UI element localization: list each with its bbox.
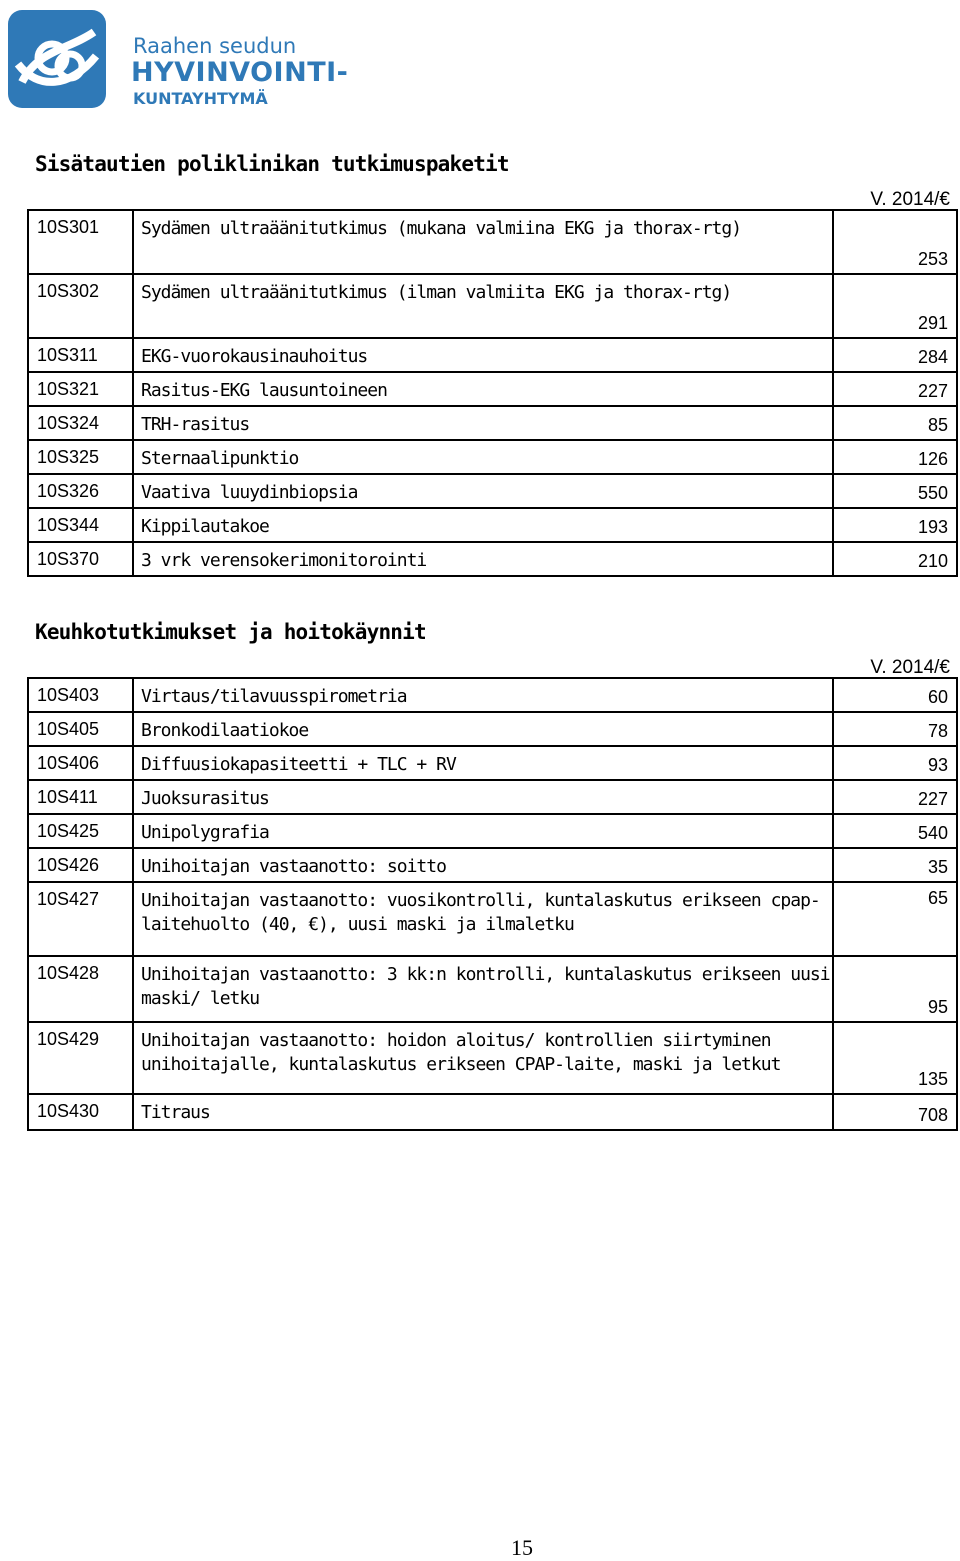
row-description: Diffuusiokapasiteetti + TLC + RV: [133, 746, 833, 780]
logo-text-line2: HYVINVOINTI-: [131, 57, 349, 88]
row-description: Bronkodilaatiokoe: [133, 712, 833, 746]
row-description: Unihoitajan vastaanotto: 3 kk:n kontrolli, kuntalaskutus erikseen uusi maski/ letku: [133, 956, 833, 1022]
organization-logo: [8, 10, 349, 110]
row-description: Titraus: [133, 1094, 833, 1130]
row-price: 291: [833, 274, 957, 338]
row-description: Unihoitajan vastaanotto: hoidon aloitus/ kontrollien siirtyminen unihoitajalle, kuntalaskutus erikseen CPAP-laite, maski ja letkut: [133, 1022, 833, 1094]
row-price: 85: [833, 406, 957, 440]
page-number: 15: [511, 1535, 533, 1560]
section2-title: Keuhkotutkimukset ja hoitokäynnit: [35, 620, 426, 644]
row-code: 10S403: [28, 678, 133, 712]
row-price: 65: [833, 882, 957, 956]
row-description: TRH-rasitus: [133, 406, 833, 440]
table-row: [28, 440, 957, 474]
section1-price-header: V. 2014/€: [870, 189, 950, 210]
row-code: 10S302: [28, 274, 133, 338]
row-price: 193: [833, 508, 957, 542]
table-row: [28, 746, 957, 780]
row-code: 10S326: [28, 474, 133, 508]
table-row: [28, 956, 957, 1022]
knot-logo-icon: [8, 10, 106, 108]
table-row: [28, 780, 957, 814]
row-description: EKG-vuorokausinauhoitus: [133, 338, 833, 372]
row-price: 540: [833, 814, 957, 848]
table-row: [28, 678, 957, 712]
row-price: 126: [833, 440, 957, 474]
table-row: [28, 274, 957, 338]
table-row: [28, 712, 957, 746]
row-code: 10S429: [28, 1022, 133, 1094]
row-description: Sydämen ultraäänitutkimus (mukana valmiina EKG ja thorax-rtg): [133, 210, 833, 274]
row-price: 78: [833, 712, 957, 746]
table-row: [28, 508, 957, 542]
table-row: [28, 1094, 957, 1130]
row-code: 10S405: [28, 712, 133, 746]
logo-text-line1: Raahen seudun: [133, 34, 297, 58]
section1-title: Sisätautien poliklinikan tutkimuspaketit: [35, 152, 509, 176]
row-code: 10S427: [28, 882, 133, 956]
logo-text-line3: KUNTAYHTYMÄ: [133, 89, 268, 108]
row-price: 708: [833, 1094, 957, 1130]
row-price: 550: [833, 474, 957, 508]
row-description: Unihoitajan vastaanotto: vuosikontrolli, kuntalaskutus erikseen cpap-laitehuolto (40, €), uusi maski ja ilmaletku: [133, 882, 833, 956]
table-row: [28, 474, 957, 508]
row-code: 10S324: [28, 406, 133, 440]
row-description: Sydämen ultraäänitutkimus (ilman valmiita EKG ja thorax-rtg): [133, 274, 833, 338]
row-code: 10S321: [28, 372, 133, 406]
table-row: [28, 814, 957, 848]
row-code: 10S370: [28, 542, 133, 576]
row-price: 284: [833, 338, 957, 372]
row-price: 227: [833, 372, 957, 406]
row-description: Juoksurasitus: [133, 780, 833, 814]
row-description: Unipolygrafia: [133, 814, 833, 848]
table-row: [28, 1022, 957, 1094]
row-price: 60: [833, 678, 957, 712]
row-description: Vaativa luuydinbiopsia: [133, 474, 833, 508]
row-description: Virtaus/tilavuusspirometria: [133, 678, 833, 712]
section1-table: [27, 209, 958, 577]
table-row: [28, 542, 957, 576]
table-row: [28, 406, 957, 440]
row-description: Unihoitajan vastaanotto: soitto: [133, 848, 833, 882]
table-row: [28, 338, 957, 372]
section2-price-header: V. 2014/€: [870, 657, 950, 678]
table-row: [28, 882, 957, 956]
row-description: Rasitus-EKG lausuntoineen: [133, 372, 833, 406]
row-code: 10S411: [28, 780, 133, 814]
row-price: 135: [833, 1022, 957, 1094]
row-price: 210: [833, 542, 957, 576]
row-description: 3 vrk verensokerimonitorointi: [133, 542, 833, 576]
row-description: Sternaalipunktio: [133, 440, 833, 474]
row-code: 10S428: [28, 956, 133, 1022]
row-code: 10S426: [28, 848, 133, 882]
table-row: [28, 848, 957, 882]
row-price: 93: [833, 746, 957, 780]
row-price: 227: [833, 780, 957, 814]
table-row: [28, 210, 957, 274]
row-code: 10S406: [28, 746, 133, 780]
row-code: 10S311: [28, 338, 133, 372]
row-code: 10S430: [28, 1094, 133, 1130]
row-price: 253: [833, 210, 957, 274]
row-code: 10S344: [28, 508, 133, 542]
row-description: Kippilautakoe: [133, 508, 833, 542]
section2-table: [27, 677, 958, 1131]
row-price: 35: [833, 848, 957, 882]
row-price: 95: [833, 956, 957, 1022]
table-row: [28, 372, 957, 406]
row-code: 10S301: [28, 210, 133, 274]
row-code: 10S325: [28, 440, 133, 474]
row-code: 10S425: [28, 814, 133, 848]
